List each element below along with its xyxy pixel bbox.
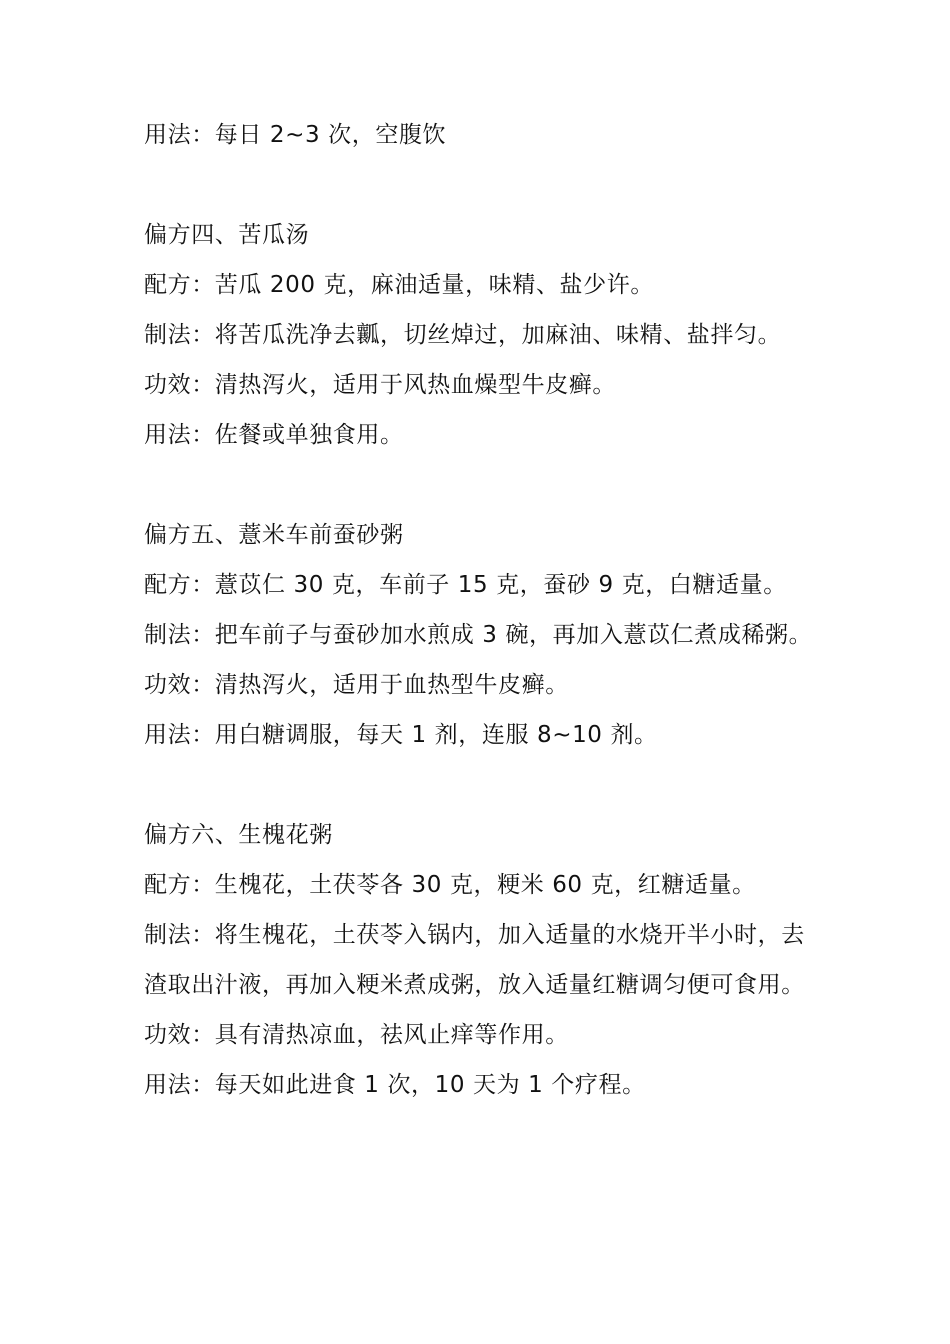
recipe-4	[144, 210, 824, 460]
recipe-formula: 配方：生槐花，土茯苓各 30 克，粳米 60 克，红糖适量。	[144, 872, 756, 898]
recipe-preparation: 制法：将苦瓜洗净去瓤，切丝焯过，加麻油、味精、盐拌匀。	[144, 322, 782, 348]
section-spacer	[144, 160, 824, 210]
recipe-usage: 用法：佐餐或单独食用。	[144, 422, 404, 448]
recipe-effect: 功效：清热泻火，适用于风热血燥型牛皮癣。	[144, 372, 616, 398]
recipe-6	[144, 810, 824, 1110]
intro-usage: 用法：每日 2~3 次，空腹饮	[144, 122, 447, 148]
recipe-title: 偏方五、薏米车前蚕砂粥	[144, 522, 404, 548]
recipe-preparation: 制法：把车前子与蚕砂加水煎成 3 碗，再加入薏苡仁煮成稀粥。	[144, 622, 813, 648]
section-spacer	[144, 760, 824, 810]
recipe-effect: 功效：具有清热凉血，祛风止痒等作用。	[144, 1022, 569, 1048]
recipe-5	[144, 510, 824, 760]
recipe-preparation: 制法：将生槐花，土茯苓入锅内，加入适量的水烧开半小时，去渣取出汁液，再加入粳米煮成粥，放入适量红糖调匀便可食用。	[144, 922, 805, 998]
recipe-formula: 配方：苦瓜 200 克，麻油适量，味精、盐少许。	[144, 272, 654, 298]
recipe-formula: 配方：薏苡仁 30 克，车前子 15 克，蚕砂 9 克，白糖适量。	[144, 572, 787, 598]
document-body	[144, 110, 824, 1110]
recipe-usage: 用法：每天如此进食 1 次，10 天为 1 个疗程。	[144, 1072, 646, 1098]
recipe-title: 偏方六、生槐花粥	[144, 822, 333, 848]
recipe-usage: 用法：用白糖调服，每天 1 剂，连服 8~10 剂。	[144, 722, 658, 748]
recipe-effect: 功效：清热泻火，适用于血热型牛皮癣。	[144, 672, 569, 698]
recipe-title: 偏方四、苦瓜汤	[144, 222, 310, 248]
section-spacer	[144, 460, 824, 510]
